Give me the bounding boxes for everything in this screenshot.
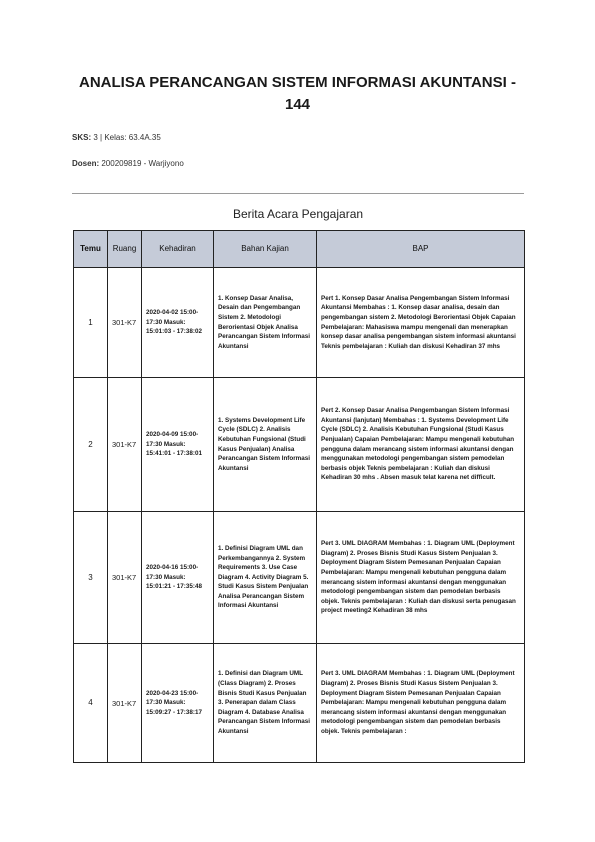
teaching-report-table — [73, 230, 525, 763]
section-title: Berita Acara Pengajaran — [232, 207, 364, 221]
cell-temu: 3 — [74, 512, 108, 644]
sks-value: 3 | Kelas: 63.4A.35 — [93, 133, 161, 142]
cell-ruang: 301-K7 — [108, 512, 142, 644]
cell-temu: 1 — [74, 268, 108, 378]
header-temu: Temu — [74, 231, 108, 268]
table-header-row — [74, 231, 525, 268]
cell-kehadiran: 2020-04-02 15:00-17:30 Masuk: 15:01:03 - 17:38:02 — [142, 268, 214, 378]
header-kehadiran: Kehadiran — [142, 231, 214, 268]
header-bap: BAP — [317, 231, 525, 268]
cell-kehadiran: 2020-04-16 15:00-17:30 Masuk: 15:01:21 - 17:35:48 — [142, 512, 214, 644]
cell-bap: Pert 3. UML DIAGRAM Membahas : 1. Diagram UML (Deployment Diagram) 2. Proses Bisnis Studi Kasus Sistem Penjualan 3. Deployment Diagram Sistem Pemesanan Penjualan Capaian Pembelajaran: Mampu mengenali kebutuhan pengguna dalam merancang sistem informasi akuntansi dengan menggunakan metodologi pengembangan sistem dan pemodelan berbasis objek. Teknis pembelajaran : Kuliah dan diskusi serta penugasan project meeting2 Kehadiran 38 mhs — [317, 512, 525, 644]
cell-bahan-kajian: 1. Systems Development Life Cycle (SDLC) 2. Analisis Kebutuhan Fungsional (Studi Kasus Penjualan) Analisa Perancangan Sistem Informasi Akuntansi — [214, 378, 317, 512]
dosen-label: Dosen: — [72, 159, 100, 168]
cell-bap: Pert 3. UML DIAGRAM Membahas : 1. Diagram UML (Deployment Diagram) 2. Proses Bisnis Studi Kasus Sistem Penjualan 3. Deployment Diagram Sistem Pemesanan Penjualan Capaian Pembelajaran: Mampu mengenali kebutuhan pengguna dalam merancang sistem informasi akuntansi dengan menggunakan metodologi pengembangan sistem dan pemodelan berbasis objek. Teknis pembelajaran : — [317, 644, 525, 763]
divider — [72, 193, 524, 194]
cell-ruang: 301-K7 — [108, 644, 142, 763]
cell-kehadiran: 2020-04-09 15:00-17:30 Masuk: 15:41:01 - 17:38:01 — [142, 378, 214, 512]
cell-bahan-kajian: 1. Konsep Dasar Analisa, Desain dan Pengembangan Sistem 2. Metodologi Berorientasi Objek Analisa Perancangan Sistem Informasi Akuntansi — [214, 268, 317, 378]
cell-bahan-kajian: 1. Definisi dan Diagram UML (Class Diagram) 2. Proses Bisnis Studi Kasus Penjualan 3. Penerapan dalam Class Diagram 4. Database Analisa Perancangan Sistem Informasi Akuntansi — [214, 644, 317, 763]
cell-bap: Pert 2. Konsep Dasar Analisa Pengembangan Sistem Informasi Akuntansi (lanjutan) Membahas : 1. Systems Development Life Cycle (SDLC) 2. Analisis Kebutuhan Fungsional (Studi Kasus Penjualan) Capaian Pembelajaran: Mampu mengenali kebutuhan pengguna dalam merancang sistem informasi akuntansi dengan menggunakan metodologi pengembangan sistem pemodelan berbasis objek Teknis pembelajaran : Kuliah dan diskusi Kehadiran 30 mhs . Absen masuk telat karena net difficult. — [317, 378, 525, 512]
cell-bahan-kajian: 1. Definisi Diagram UML dan Perkembangannya 2. System Requirements 3. Use Case Diagram 4. Activity Diagram 5. Studi Kasus Sistem Penjualan Analisa Perancangan Sistem Informasi Akuntansi — [214, 512, 317, 644]
cell-bap: Pert 1. Konsep Dasar Analisa Pengembangan Sistem Informasi Akuntansi Membahas : 1. Konsep dasar analisa, desain dan pengembangan sistem 2. Metodologi Berorientasi Objek Capaian Pembelajaran: Mahasiswa mampu mengenali dan menerapkan konsep dasar analisa pengembangan sistem informasi akuntansi Teknis pembelajaran : Kuliah dan diskusi Kehadiran 37 mhs — [317, 268, 525, 378]
table-row — [74, 644, 525, 763]
header-ruang: Ruang — [108, 231, 142, 268]
sks-label: SKS: — [72, 133, 92, 142]
cell-temu: 4 — [74, 644, 108, 763]
cell-temu: 2 — [74, 378, 108, 512]
cell-ruang: 301-K7 — [108, 378, 142, 512]
dosen-value: 200209819 - Warjiyono — [101, 159, 184, 168]
header-bahan-kajian: Bahan Kajian — [214, 231, 317, 268]
course-info — [72, 133, 161, 142]
table-row — [74, 378, 525, 512]
cell-kehadiran: 2020-04-23 15:00-17:30 Masuk: 15:09:27 - 17:38:17 — [142, 644, 214, 763]
page-title: ANALISA PERANCANGAN SISTEM INFORMASI AKUNTANSI - 144 — [79, 74, 516, 113]
table-row — [74, 268, 525, 378]
cell-ruang: 301-K7 — [108, 268, 142, 378]
lecturer-info — [72, 159, 184, 168]
table-row — [74, 512, 525, 644]
